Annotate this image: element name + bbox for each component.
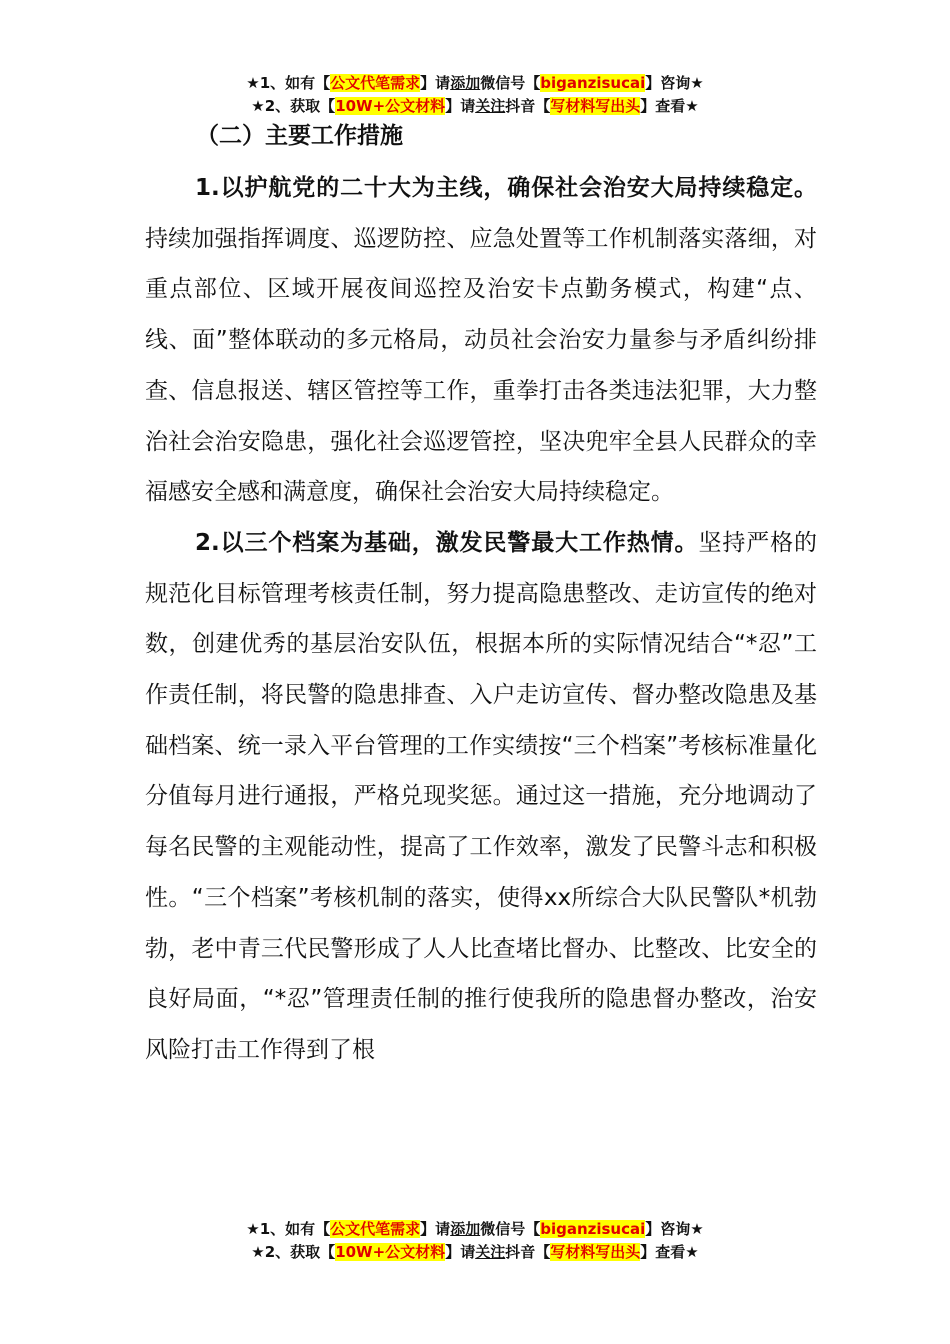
ad-suffix: 】查看★	[640, 97, 699, 115]
ad-underline: 添加	[450, 74, 481, 92]
ad-highlight: 公文代笔需求	[330, 1220, 421, 1238]
ad-prefix: ★2、获取【	[251, 1243, 336, 1261]
paragraph-text: 持续加强指挥调度、巡逻防控、应急处置等工作机制落实落细，对重点部位、区域开展夜间巡控及治安卡点勤务模式，构建“点、线、面”整体联动的多元格局，动员社会治安力量参与矛盾纠纷排查、信息报送、辖区管控等工作，重拳打击各类违法犯罪，大力整治社会治安隐患，强化社会巡逻管控，坚决兜牢全县人民群众的幸福感安全感和满意度，确保社会治安大局持续稳定。	[145, 225, 817, 506]
ad-highlight: 10W+公文材料	[335, 97, 446, 115]
header-ad-line-2	[0, 95, 950, 117]
paragraph-lead: 2.以三个档案为基础，激发民警最大工作热情。	[195, 529, 699, 556]
ad-underline: 关注	[475, 1243, 506, 1261]
section-heading: （二）主要工作措施	[196, 123, 403, 149]
ad-prefix: ★1、如有【	[246, 1220, 331, 1238]
header-ad-line-1	[0, 72, 950, 94]
ad-suffix: 】咨询★	[645, 74, 704, 92]
ad-text: 抖音【	[505, 97, 551, 115]
ad-underline: 关注	[475, 97, 506, 115]
ad-suffix: 】咨询★	[645, 1220, 704, 1238]
ad-highlight: 写材料写出头	[550, 1243, 641, 1261]
document-body	[145, 163, 817, 1076]
ad-underline: 添加	[450, 1220, 481, 1238]
ad-text: 】请	[420, 1220, 451, 1238]
ad-text: 微信号【	[480, 1220, 541, 1238]
ad-prefix: ★1、如有【	[246, 74, 331, 92]
ad-text: 】请	[445, 97, 476, 115]
footer-ad-line-1	[0, 1218, 950, 1240]
ad-prefix: ★2、获取【	[251, 97, 336, 115]
paragraph-text: 坚持严格的规范化目标管理考核责任制，努力提高隐患整改、走访宣传的绝对数，创建优秀的基层治安队伍，根据本所的实际情况结合“*忍”工作责任制，将民警的隐患排查、入户走访宣传、督办整改隐患及基础档案、统一录入平台管理的工作实绩按“三个档案”考核标准量化分值每月进行通报，严格兑现奖惩。通过这一措施，充分地调动了每名民警的主观能动性，提高了工作效率，激发了民警斗志和积极性。“三个档案”考核机制的落实，使得xx所综合大队民警队*机勃勃，老中青三代民警形成了人人比查堵比督办、比整改、比安全的良好局面，“*忍”管理责任制的推行使我所的隐患督办整改，治安风险打击工作得到了根	[145, 529, 817, 1063]
paragraph-lead: 1.以护航党的二十大为主线，确保社会治安大局持续稳定。	[195, 175, 817, 201]
ad-text: 】请	[420, 74, 451, 92]
paragraph-1	[145, 163, 817, 518]
ad-highlight: 10W+公文材料	[335, 1243, 446, 1261]
ad-highlight: 公文代笔需求	[330, 74, 421, 92]
ad-text: 微信号【	[480, 74, 541, 92]
paragraph-2	[145, 518, 817, 1076]
ad-suffix: 】查看★	[640, 1243, 699, 1261]
footer-ad-line-2	[0, 1241, 950, 1263]
ad-highlight: biganzisucai	[540, 1220, 646, 1238]
ad-highlight: 写材料写出头	[550, 97, 641, 115]
ad-highlight: biganzisucai	[540, 74, 646, 92]
ad-text: 抖音【	[505, 1243, 551, 1261]
ad-text: 】请	[445, 1243, 476, 1261]
